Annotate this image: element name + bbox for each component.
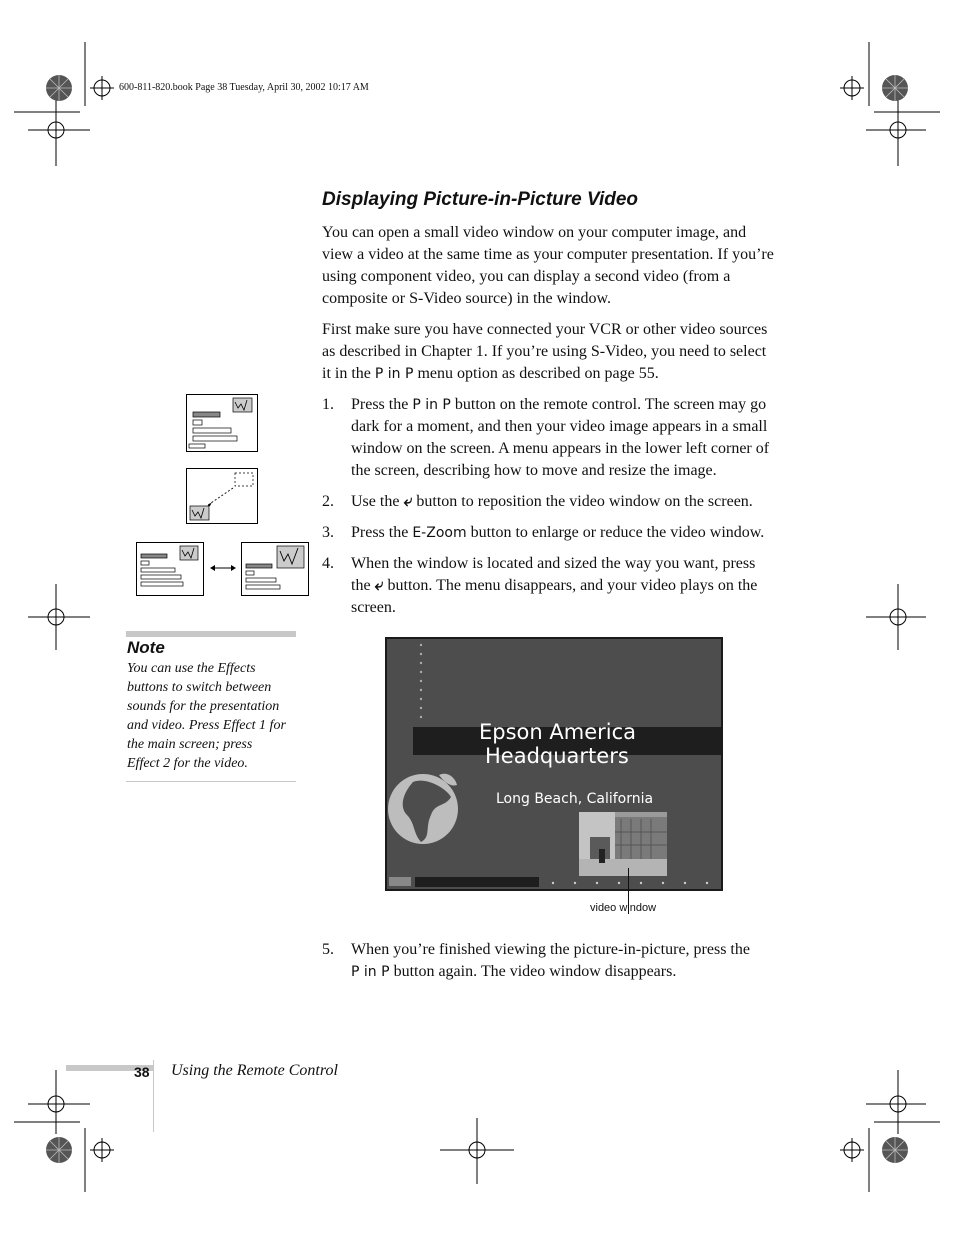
step-3: 3. Press the E-Zoom button to enlarge or reduce the video window. bbox=[322, 524, 765, 541]
double-arrow-icon bbox=[210, 563, 236, 573]
button-label: P in P bbox=[374, 366, 414, 382]
slide-subtitle: Long Beach, California bbox=[496, 791, 654, 807]
pip-diagram-move bbox=[186, 468, 258, 524]
step-5: 5. When you’re finished viewing the picture-in-picture, press the P in P button again. The video window disappears. bbox=[322, 941, 750, 980]
button-label: P in P bbox=[351, 964, 390, 980]
note-heading: Note bbox=[127, 638, 165, 657]
intro-paragraph: You can open a small video window on your computer image, and view a video at the same time as your computer presentation. If you’re using component video, you can display a second video (from a composite or S-Video source) in the window. bbox=[322, 224, 774, 307]
globe-icon bbox=[388, 774, 458, 844]
footer-divider bbox=[153, 1060, 154, 1132]
prerequisite-paragraph: First make sure you have connected your VCR or other video sources as described in Chapter 1. If you’re using S-Video, you need to select it in the P in P menu option as described on page 55. bbox=[322, 321, 768, 382]
step-1: 1. Press the P in P button on the remote control. The screen may go dark for a moment, and then your video image appears in a small window on the screen. A menu appears in the lower left corner of the screen, describing how to move and resize the image. bbox=[322, 396, 770, 479]
section-title: Displaying Picture-in-Picture Video bbox=[322, 189, 639, 210]
pip-diagram-open bbox=[186, 394, 258, 452]
pip-diagram-zoom-small bbox=[136, 542, 204, 596]
note-divider bbox=[126, 781, 296, 782]
print-header: 600-811-820.book Page 38 Tuesday, April 30, 2002 10:17 AM bbox=[119, 82, 369, 93]
note-body: You can use the Effects buttons to switch between sounds for the presentation and video. Press Effect 1 for the main screen; press Effect 2 for the video. bbox=[127, 661, 286, 771]
step-4: 4. When the window is located and sized the way you want, press the ⤶ button. The menu disappears, and your video plays on the screen. bbox=[322, 555, 758, 616]
screenshot-caption: video window bbox=[590, 902, 657, 914]
step-2: 2. Use the ⤶ button to reposition the video window on the screen. bbox=[322, 493, 753, 510]
button-label: E-Zoom bbox=[412, 525, 467, 541]
chapter-title: Using the Remote Control bbox=[171, 1062, 338, 1079]
page-number: 38 bbox=[134, 1064, 150, 1080]
enter-arrow-icon: ⤶ bbox=[374, 577, 384, 594]
button-label: P in P bbox=[412, 397, 451, 413]
note-bar bbox=[126, 631, 296, 637]
slide-title: Epson America Headquarters bbox=[479, 720, 636, 768]
video-window-image bbox=[579, 812, 667, 876]
enter-arrow-icon: ⤶ bbox=[403, 493, 413, 510]
pip-diagram-zoom-large bbox=[241, 542, 309, 596]
